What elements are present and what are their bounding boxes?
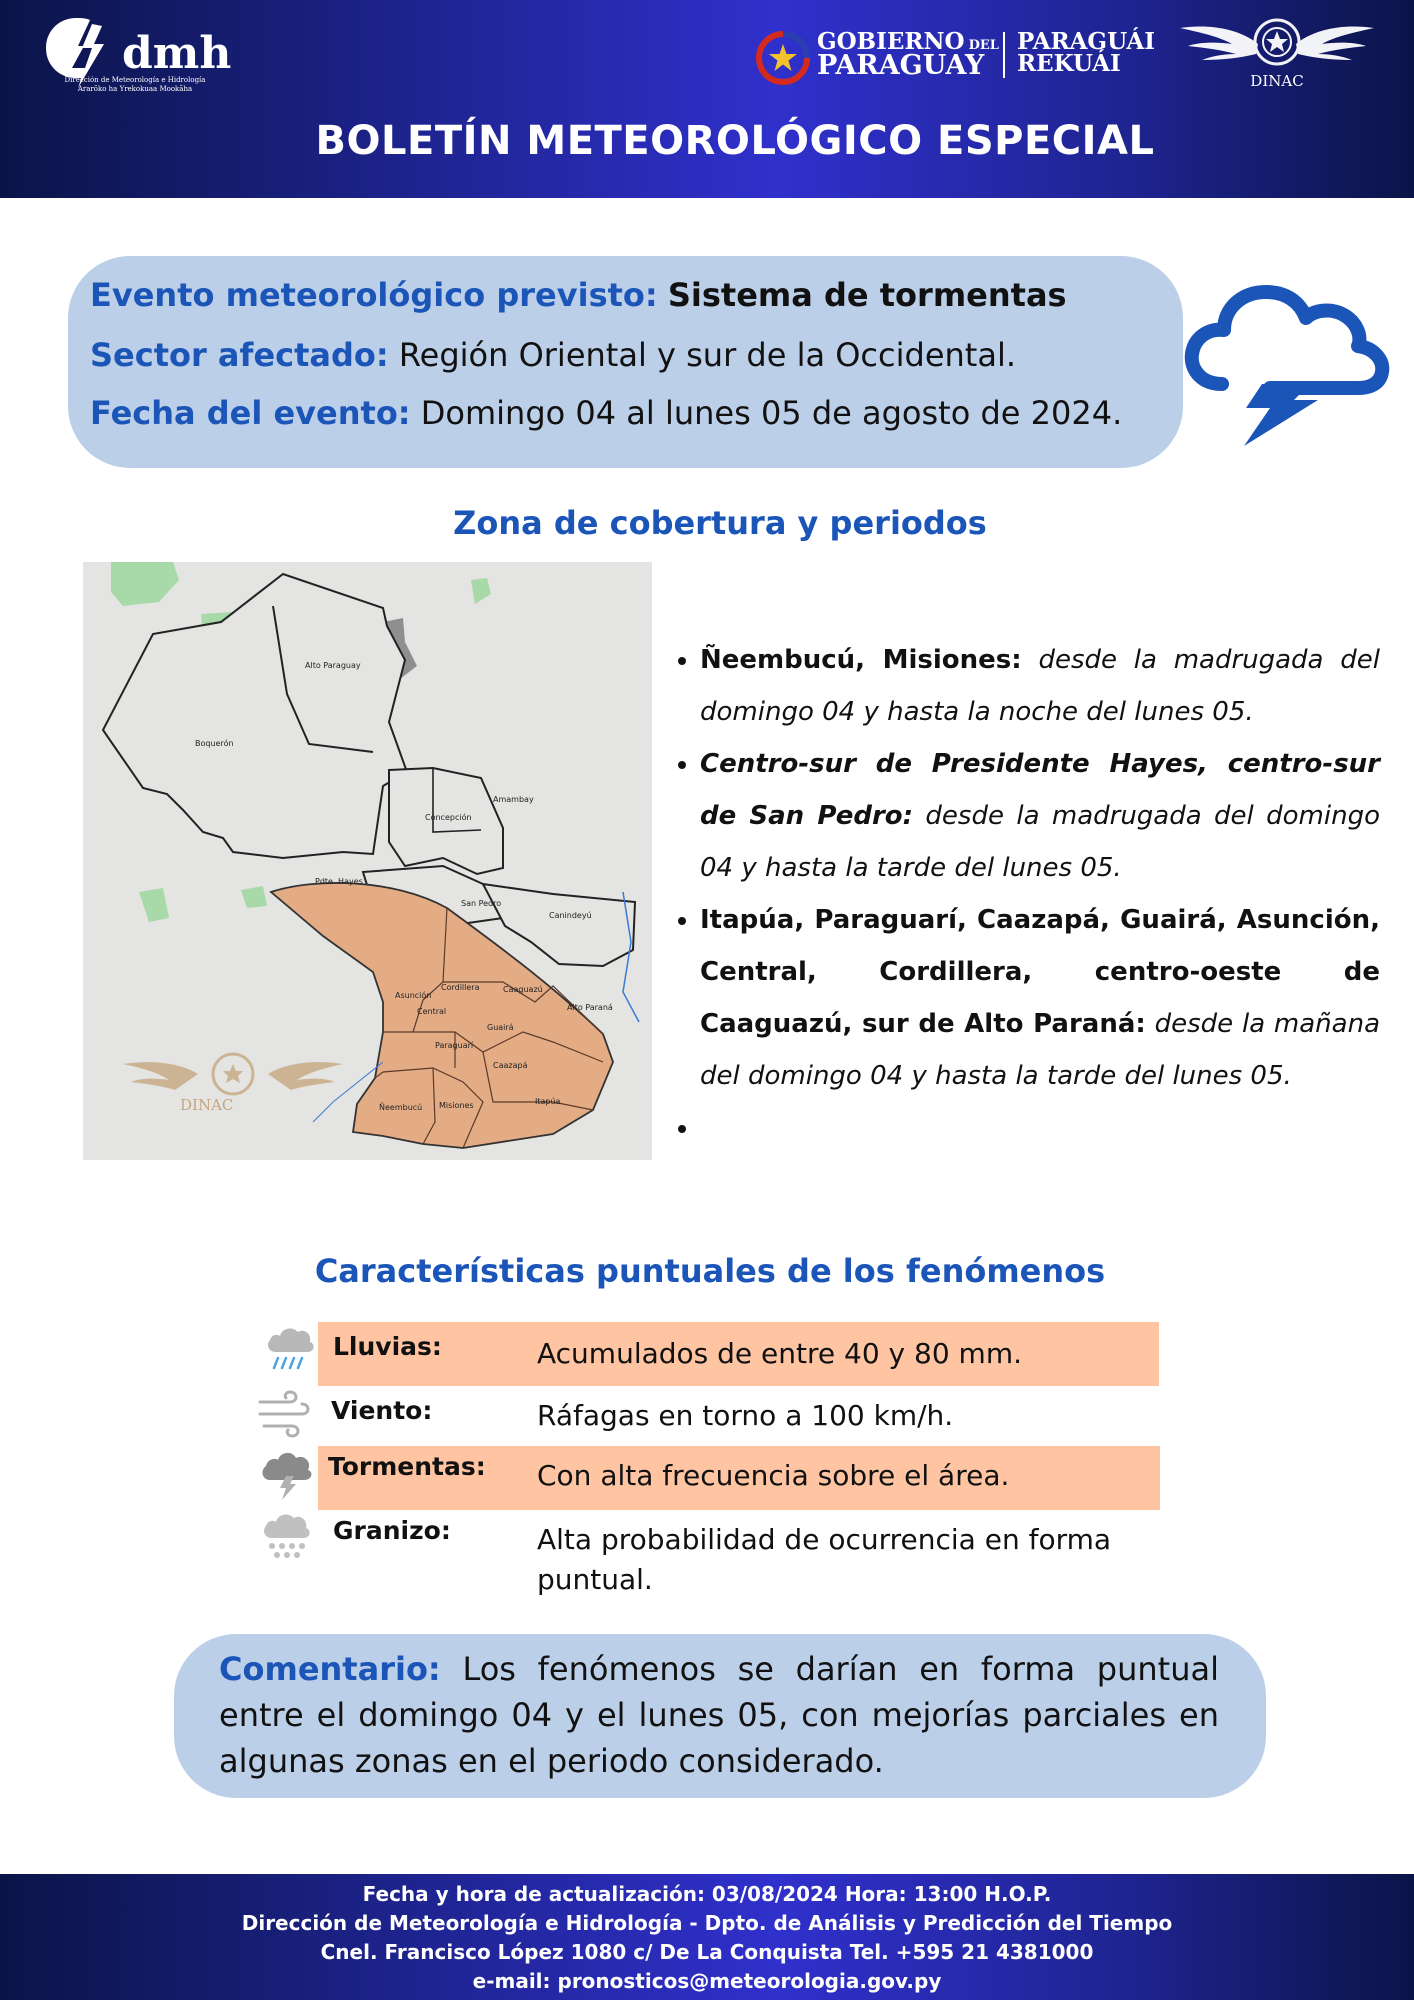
map-label-caazapa: Caazapá — [493, 1061, 528, 1070]
footer-email-line: e-mail: pronosticos@meteorologia.gov.py — [472, 1969, 942, 1993]
gov-line-1: GOBIERNO DEL — [817, 28, 999, 55]
storm-cloud-icon — [1182, 272, 1390, 448]
region-label: Centro-sur de Presidente Hayes, centro-sur de San Pedro: — [700, 749, 1380, 831]
gov-divider — [1003, 32, 1005, 78]
region-label: Itapúa, Paraguarí, Caazapá, Guairá, Asunción, Central, Cordillera, centro-oeste de Caaguazú, sur de Alto Paraná: — [700, 905, 1380, 1039]
region-label: Ñeembucú, Misiones: — [700, 645, 1022, 675]
event-type-line — [90, 276, 1067, 314]
hail-text: Alta probabilidad de ocurrencia en forma puntual. — [537, 1523, 1112, 1596]
coverage-periods-list — [670, 634, 1380, 1154]
map-label-guaira: Guairá — [487, 1023, 514, 1032]
map-label-canindeyu: Canindeyú — [549, 911, 592, 920]
phenomena-heading: Características puntuales de los fenómenos — [314, 1252, 1106, 1290]
wind-label: Viento: — [331, 1396, 433, 1425]
rain-cloud-icon — [262, 1322, 318, 1374]
event-summary-box — [68, 256, 1183, 468]
event-date-line — [90, 394, 1122, 432]
map-watermark-label: DINAC — [180, 1096, 234, 1114]
map-label-central: Central — [417, 1007, 447, 1016]
wind-icon — [256, 1388, 312, 1440]
map-label-misiones: Misiones — [439, 1101, 474, 1110]
dmh-subtitle-line-2: Ararõko ha Yrekokuaa Mookãha — [77, 85, 193, 93]
footer-update-line: Fecha y hora de actualización: 03/08/2024 Hora: 13:00 H.O.P. — [362, 1882, 1052, 1906]
map-label-cordillera: Cordillera — [441, 983, 480, 992]
map-label-alto-parana: Alto Paraná — [567, 1003, 613, 1012]
sector-value: Región Oriental y sur de la Occidental. — [398, 336, 1016, 374]
sector-line — [90, 336, 1016, 374]
storm-text: Con alta frecuencia sobre el área. — [537, 1459, 1010, 1492]
rain-label: Lluvias: — [333, 1332, 442, 1361]
comment-box — [174, 1634, 1266, 1798]
period-text: desde la madrugada del domingo 04 y hasta la noche del lunes 05. — [700, 645, 1380, 727]
dmh-subtitle-line-1: Dirección de Meteorología e Hidrología — [64, 76, 206, 84]
map-label-neembucu: Ñeembucú — [379, 1103, 423, 1112]
map-label-san-pedro: San Pedro — [461, 899, 502, 908]
footer-department-line: Dirección de Meteorología e Hidrología - Dpto. de Análisis y Predicción del Tiempo — [241, 1911, 1173, 1935]
footer-banner — [0, 1874, 1414, 2000]
event-type-value: Sistema de tormentas — [667, 276, 1067, 314]
dmh-logo-text: dmh — [122, 28, 232, 79]
event-date-label: Fecha del evento: — [90, 394, 411, 432]
hail-cloud-icon — [258, 1508, 314, 1560]
sector-label: Sector afectado: — [90, 336, 389, 374]
paraguay-map — [83, 562, 652, 1160]
hail-label: Granizo: — [333, 1516, 451, 1545]
event-type-label: Evento meteorológico previsto: — [90, 276, 658, 314]
rain-text: Acumulados de entre 40 y 80 mm. — [537, 1337, 1023, 1370]
dinac-logo — [1178, 14, 1376, 90]
dinac-wings-icon — [1178, 14, 1376, 74]
wind-text: Ráfagas en torno a 100 km/h. — [537, 1399, 954, 1432]
footer-address-line: Cnel. Francisco López 1080 c/ De La Conquista Tel. +595 21 4381000 — [320, 1940, 1094, 1964]
map-label-caaguazu: Caaguazú — [503, 985, 543, 994]
map-label-itapua: Itapúa — [535, 1097, 561, 1106]
map-label-amambay: Amambay — [493, 795, 534, 804]
storm-label: Tormentas: — [328, 1452, 486, 1481]
bulletin-title: BOLETÍN METEOROLÓGICO ESPECIAL — [315, 118, 1155, 164]
comment-paragraph — [219, 1646, 1219, 1784]
dinac-label: DINAC — [1250, 72, 1304, 90]
storm-cloud-icon — [258, 1448, 314, 1500]
dmh-subtitle — [40, 76, 230, 94]
gov-line-3: PARAGUÁI — [1017, 28, 1156, 55]
gov-line-4: REKUÁI — [1017, 50, 1121, 77]
gov-line-2: PARAGUAY — [817, 50, 985, 81]
period-text: desde la madrugada del domingo 04 y hasta la tarde del lunes 05. — [700, 801, 1380, 883]
empty-list-item — [700, 1102, 1380, 1154]
list-item — [700, 738, 1380, 894]
list-item — [700, 894, 1380, 1102]
map-label-paraguari: Paraguarí — [435, 1041, 474, 1050]
header-banner — [0, 0, 1414, 198]
map-label-concepcion: Concepción — [425, 813, 472, 822]
comment-text: Los fenómenos se darían en forma puntual entre el domingo 04 y el lunes 05, con mejorías parciales en algunas zonas en el periodo considerado. — [219, 1650, 1220, 1780]
paraguay-seal-icon — [755, 30, 811, 86]
map-label-pdte-hayes: Pdte. Hayes — [315, 877, 363, 886]
map-label-asuncion: Asunción — [395, 991, 432, 1000]
period-text: desde la mañana del domingo 04 y hasta la tarde del lunes 05. — [700, 1009, 1381, 1091]
map-label-alto-paraguay: Alto Paraguay — [305, 661, 361, 670]
list-item — [700, 634, 1380, 738]
government-logo — [755, 26, 1155, 86]
map-label-boqueron: Boquerón — [195, 739, 234, 748]
coverage-heading: Zona de cobertura y periodos — [453, 504, 987, 542]
event-date-value: Domingo 04 al lunes 05 de agosto de 2024. — [420, 394, 1123, 432]
comment-label: Comentario: — [219, 1650, 441, 1688]
coverage-map — [83, 562, 652, 1160]
